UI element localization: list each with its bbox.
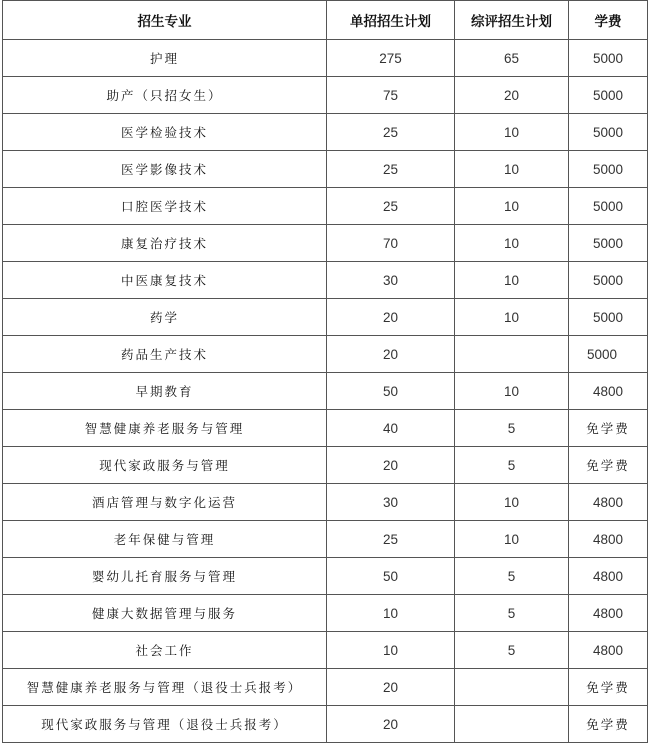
single-plan-cell: 50 bbox=[327, 373, 455, 410]
comprehensive-plan-cell bbox=[455, 706, 569, 743]
table-row bbox=[3, 521, 648, 558]
header-comprehensive-plan: 综评招生计划 bbox=[455, 1, 569, 40]
table-row bbox=[3, 558, 648, 595]
tuition-cell: 5000 bbox=[569, 225, 648, 262]
major-cell: 老年保健与管理 bbox=[3, 521, 327, 558]
comprehensive-plan-cell: 20 bbox=[455, 77, 569, 114]
table-row bbox=[3, 595, 648, 632]
tuition-cell: 4800 bbox=[569, 521, 648, 558]
table-row bbox=[3, 40, 648, 77]
single-plan-cell: 70 bbox=[327, 225, 455, 262]
major-cell: 医学检验技术 bbox=[3, 114, 327, 151]
table-row bbox=[3, 225, 648, 262]
major-cell: 婴幼儿托育服务与管理 bbox=[3, 558, 327, 595]
comprehensive-plan-cell: 5 bbox=[455, 632, 569, 669]
table-body bbox=[3, 40, 648, 743]
major-cell: 早期教育 bbox=[3, 373, 327, 410]
table-header bbox=[3, 1, 648, 40]
table-row bbox=[3, 410, 648, 447]
comprehensive-plan-cell: 10 bbox=[455, 484, 569, 521]
single-plan-cell: 25 bbox=[327, 114, 455, 151]
header-tuition: 学费 bbox=[569, 1, 648, 40]
comprehensive-plan-cell: 5 bbox=[455, 410, 569, 447]
table-row bbox=[3, 262, 648, 299]
single-plan-cell: 275 bbox=[327, 40, 455, 77]
major-cell: 药品生产技术 bbox=[3, 336, 327, 373]
tuition-cell: 免学费 bbox=[569, 669, 648, 706]
major-cell: 健康大数据管理与服务 bbox=[3, 595, 327, 632]
table-row bbox=[3, 669, 648, 706]
major-cell: 智慧健康养老服务与管理 bbox=[3, 410, 327, 447]
table-row bbox=[3, 299, 648, 336]
single-plan-cell: 20 bbox=[327, 299, 455, 336]
tuition-cell: 5000 bbox=[569, 299, 648, 336]
tuition-cell: 5000 bbox=[569, 40, 648, 77]
table-row bbox=[3, 484, 648, 521]
table-row bbox=[3, 373, 648, 410]
comprehensive-plan-cell: 10 bbox=[455, 373, 569, 410]
tuition-cell: 5000 bbox=[569, 336, 648, 373]
tuition-cell: 4800 bbox=[569, 484, 648, 521]
comprehensive-plan-cell: 5 bbox=[455, 558, 569, 595]
enrollment-plan-table bbox=[2, 0, 648, 743]
single-plan-cell: 25 bbox=[327, 188, 455, 225]
tuition-cell: 5000 bbox=[569, 188, 648, 225]
single-plan-cell: 20 bbox=[327, 669, 455, 706]
single-plan-cell: 10 bbox=[327, 595, 455, 632]
major-cell: 智慧健康养老服务与管理（退役士兵报考） bbox=[3, 669, 327, 706]
table-row bbox=[3, 151, 648, 188]
single-plan-cell: 25 bbox=[327, 521, 455, 558]
table-row bbox=[3, 706, 648, 743]
single-plan-cell: 50 bbox=[327, 558, 455, 595]
table-row bbox=[3, 114, 648, 151]
comprehensive-plan-cell: 5 bbox=[455, 447, 569, 484]
major-cell: 现代家政服务与管理（退役士兵报考） bbox=[3, 706, 327, 743]
comprehensive-plan-cell: 10 bbox=[455, 151, 569, 188]
tuition-cell: 免学费 bbox=[569, 410, 648, 447]
header-single-plan: 单招招生计划 bbox=[327, 1, 455, 40]
single-plan-cell: 10 bbox=[327, 632, 455, 669]
major-cell: 中医康复技术 bbox=[3, 262, 327, 299]
major-cell: 现代家政服务与管理 bbox=[3, 447, 327, 484]
single-plan-cell: 75 bbox=[327, 77, 455, 114]
tuition-cell: 5000 bbox=[569, 77, 648, 114]
tuition-cell: 4800 bbox=[569, 632, 648, 669]
single-plan-cell: 30 bbox=[327, 262, 455, 299]
comprehensive-plan-cell: 10 bbox=[455, 225, 569, 262]
table-row bbox=[3, 632, 648, 669]
header-row bbox=[3, 1, 648, 40]
major-cell: 口腔医学技术 bbox=[3, 188, 327, 225]
table-row bbox=[3, 188, 648, 225]
comprehensive-plan-cell bbox=[455, 669, 569, 706]
comprehensive-plan-cell bbox=[455, 336, 569, 373]
major-cell: 酒店管理与数字化运营 bbox=[3, 484, 327, 521]
single-plan-cell: 30 bbox=[327, 484, 455, 521]
tuition-cell: 5000 bbox=[569, 151, 648, 188]
tuition-cell: 4800 bbox=[569, 595, 648, 632]
comprehensive-plan-cell: 10 bbox=[455, 114, 569, 151]
comprehensive-plan-cell: 10 bbox=[455, 188, 569, 225]
tuition-cell: 5000 bbox=[569, 262, 648, 299]
major-cell: 护理 bbox=[3, 40, 327, 77]
major-cell: 助产（只招女生） bbox=[3, 77, 327, 114]
comprehensive-plan-cell: 10 bbox=[455, 299, 569, 336]
major-cell: 康复治疗技术 bbox=[3, 225, 327, 262]
single-plan-cell: 40 bbox=[327, 410, 455, 447]
comprehensive-plan-cell: 10 bbox=[455, 521, 569, 558]
tuition-cell: 5000 bbox=[569, 114, 648, 151]
single-plan-cell: 20 bbox=[327, 336, 455, 373]
tuition-cell: 免学费 bbox=[569, 706, 648, 743]
comprehensive-plan-cell: 5 bbox=[455, 595, 569, 632]
table-row bbox=[3, 336, 648, 373]
single-plan-cell: 20 bbox=[327, 706, 455, 743]
major-cell: 社会工作 bbox=[3, 632, 327, 669]
single-plan-cell: 20 bbox=[327, 447, 455, 484]
header-major: 招生专业 bbox=[3, 1, 327, 40]
major-cell: 药学 bbox=[3, 299, 327, 336]
table-row bbox=[3, 447, 648, 484]
comprehensive-plan-cell: 10 bbox=[455, 262, 569, 299]
tuition-cell: 免学费 bbox=[569, 447, 648, 484]
tuition-cell: 4800 bbox=[569, 558, 648, 595]
tuition-cell: 4800 bbox=[569, 373, 648, 410]
single-plan-cell: 25 bbox=[327, 151, 455, 188]
comprehensive-plan-cell: 65 bbox=[455, 40, 569, 77]
major-cell: 医学影像技术 bbox=[3, 151, 327, 188]
table-row bbox=[3, 77, 648, 114]
